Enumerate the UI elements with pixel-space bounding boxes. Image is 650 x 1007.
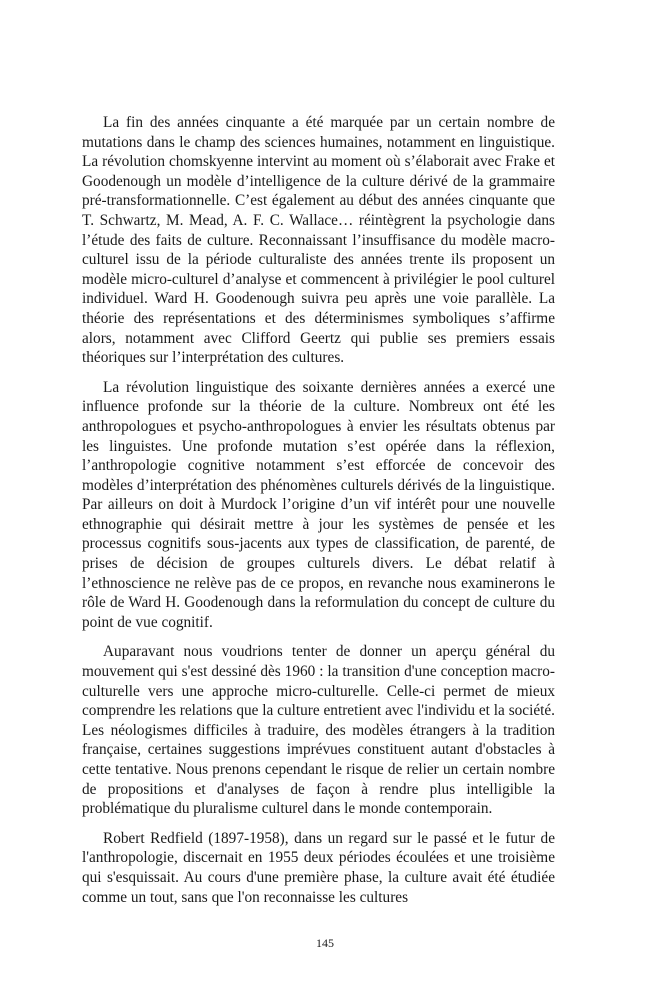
body-text: [82, 113, 555, 917]
paragraph-1: La fin des années cinquante a été marquée par un certain nombre de mutations dans le champ des sciences humaines, notamment en linguistique. La révolution chomskyenne intervint au moment où s’élaborait avec Frake et Goodenough un modèle d’intelligence de la culture dérivé de la grammaire pré-transformationnelle. C’est également au début des années cinquante que T. Schwartz, M. Mead, A. F. C. Wallace… réintègrent la psychologie dans l’étude des faits de culture. Reconnaissant l’insuffisance du modèle macro-culturel issu de la période culturaliste des années trente ils proposent un modèle micro-culturel d’analyse et commencent à privilégier le pool culturel individuel. Ward H. Goodenough suivra peu après une voie parallèle. La théorie des représentations et des déterminismes symboliques s’affirme alors, notamment avec Clifford Geertz qui publie ses premiers essais théoriques sur l’interprétation des cultures.: [82, 114, 555, 367]
page-number: 145: [316, 936, 334, 950]
paragraph-4: Robert Redfield (1897-1958), dans un regard sur le passé et le futur de l'anthropologie, discernait en 1955 deux périodes écoulées et une troisième qui s'esquissait. Au cours d'une première phase, la culture avait été étudiée comme un tout, sans que l'on reconnaisse les cultures: [82, 829, 555, 906]
paragraph-2: La révolution linguistique des soixante dernières années a exercé une influence profonde sur la théorie de la culture. Nombreux ont été les anthropologues et psycho-anthropologues à envier les résultats obtenus par les linguistes. Une profonde mutation s’est opérée dans la réflexion, l’anthropologie cognitive notamment s’est efforcée de concevoir des modèles d’interprétation des phénomènes culturels dérivés de la linguistique. Par ailleurs on doit à Murdock l’origine d’un vif intérêt pour une nouvelle ethnographie qui désirait mettre à jour les systèmes de pensée et les processus cognitifs sous-jacents aux types de classification, de parenté, de prises de décision de groupes culturels divers. Le débat relatif à l’ethnoscience ne relève pas de ce propos, en revanche nous examinerons le rôle de Ward H. Goodenough dans la reformulation du concept de culture du point de vue cognitif.: [82, 378, 555, 631]
paragraph-3: Auparavant nous voudrions tenter de donner un aperçu général du mouvement qui s'est dessiné dès 1960 : la transition d'une conception macro-culturelle vers une approche micro-culturelle. Celle-ci permet de mieux comprendre les relations que la culture entretient avec l'individu et la société. Les néologismes difficiles à traduire, des modèles étrangers à la tradition française, certaines suggestions imprévues constituent autant d'obstacles à cette tentative. Nous prenons cependant le risque de relier un certain nombre de propositions et d'analyses de façon à rendre plus intelligible la problématique du pluralisme culturel dans le monde contemporain.: [82, 643, 555, 818]
